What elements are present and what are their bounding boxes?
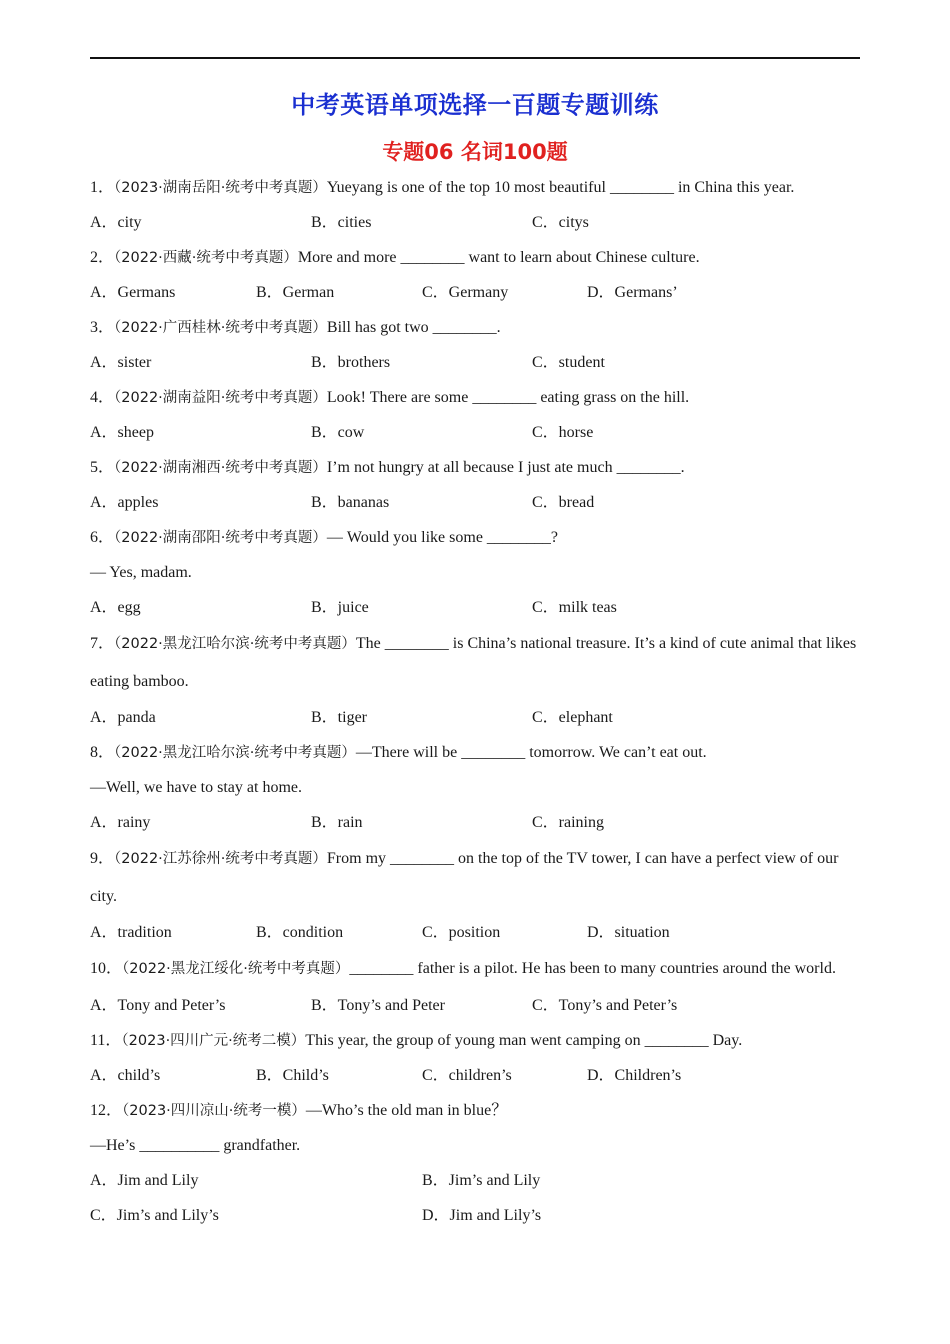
option-c[interactable]: C．Tony’s and Peter’s [532, 997, 678, 1014]
question-number: 2． [90, 249, 115, 266]
question-text: More and more ________ want to learn about Chinese culture. [297, 249, 700, 266]
question-4 [90, 380, 860, 450]
answer-options [90, 590, 860, 625]
question-text: From my ________ on the top of the TV tower, I can have a perfect view of our city. [90, 850, 839, 905]
answer-options [90, 1058, 860, 1093]
option-b[interactable]: B．tiger [311, 709, 367, 726]
question-list [90, 170, 860, 1233]
answer-options [90, 485, 860, 520]
page-title: 中考英语单项选择一百题专题训练 [291, 91, 659, 119]
question-stem [90, 450, 860, 485]
question-8 [90, 735, 860, 840]
option-c[interactable]: C．milk teas [532, 599, 617, 616]
question-number: 7． [90, 635, 115, 652]
answer-options [90, 805, 860, 840]
option-a[interactable]: A．Jim and Lily [90, 1172, 199, 1189]
question-stem [90, 1093, 860, 1128]
question-text: ________ father is a pilot. He has been to many countries around the world. [349, 960, 836, 977]
option-c[interactable]: C．Germany [422, 284, 509, 301]
question-6 [90, 520, 860, 625]
question-2 [90, 240, 860, 310]
question-stem [90, 950, 860, 988]
option-c[interactable]: C．elephant [532, 709, 613, 726]
option-b[interactable]: B．Tony’s and Peter [311, 997, 445, 1014]
option-b[interactable]: B．Jim’s and Lily [422, 1172, 541, 1189]
question-reply: — Yes, madam. [90, 564, 192, 581]
question-9 [90, 840, 860, 950]
question-source: （2022·湖南湘西·统考中考真题） [114, 460, 327, 476]
option-c[interactable]: C．horse [532, 424, 594, 441]
page-subtitle: 专题06 名词100题 [382, 140, 568, 164]
option-b[interactable]: B．Child’s [256, 1067, 329, 1084]
answer-options [90, 415, 860, 450]
question-number: 8． [90, 744, 115, 761]
question-3 [90, 310, 860, 380]
option-b[interactable]: B．bananas [311, 494, 390, 511]
option-c[interactable]: C．bread [532, 494, 595, 511]
question-source: （2023·四川广元·统考二模） [121, 1033, 306, 1049]
answer-options [90, 1163, 860, 1198]
question-source: （2022·黑龙江绥化·统考中考真题） [122, 961, 350, 977]
question-11 [90, 1023, 860, 1093]
question-stem [90, 170, 860, 205]
question-stem [90, 310, 860, 345]
header-rule [90, 57, 860, 59]
option-a[interactable]: A．apples [90, 494, 159, 511]
question-number: 12． [90, 1102, 123, 1119]
question-source: （2022·黑龙江哈尔滨·统考中考真题） [114, 636, 356, 652]
question-source: （2022·湖南邵阳·统考中考真题） [114, 530, 327, 546]
option-a[interactable]: A．tradition [90, 924, 172, 941]
option-c[interactable]: C．raining [532, 814, 604, 831]
option-c[interactable]: C．citys [532, 214, 589, 231]
option-b[interactable]: B．cow [311, 424, 365, 441]
question-number: 4． [90, 389, 115, 406]
question-stem [90, 240, 860, 275]
question-12 [90, 1093, 860, 1233]
question-stem [90, 520, 860, 555]
option-b[interactable]: B．cities [311, 214, 372, 231]
option-c[interactable]: C．children’s [422, 1067, 512, 1084]
question-text: —Who’s the old man in blue？ [305, 1102, 508, 1119]
question-text: Bill has got two ________. [326, 319, 501, 336]
option-a[interactable]: A．panda [90, 709, 156, 726]
option-b[interactable]: B．condition [256, 924, 344, 941]
option-d[interactable]: D．Germans’ [587, 284, 678, 301]
option-a[interactable]: A．sheep [90, 424, 154, 441]
question-1 [90, 170, 860, 240]
option-c[interactable]: C．student [532, 354, 605, 371]
question-text: Look! There are some ________ eating grass on the hill. [326, 389, 690, 406]
option-d[interactable]: D．situation [587, 924, 670, 941]
option-a[interactable]: A．child’s [90, 1067, 161, 1084]
question-reply: —Well, we have to stay at home. [90, 779, 302, 796]
question-text: —There will be ________ tomorrow. We can’t eat out. [355, 744, 707, 761]
option-a[interactable]: A．sister [90, 354, 152, 371]
option-b[interactable]: B．rain [311, 814, 363, 831]
question-stem [90, 840, 860, 915]
option-a[interactable]: A．city [90, 214, 142, 231]
answer-options [90, 205, 860, 240]
question-text: The ________ is China’s national treasure. It’s a kind of cute animal that likes eating bamboo. [90, 635, 857, 690]
question-text: This year, the group of young man went camping on ________ Day. [305, 1032, 743, 1049]
question-stem [90, 380, 860, 415]
option-c[interactable]: C．position [422, 924, 501, 941]
question-source: （2022·西藏·统考中考真题） [114, 250, 298, 266]
question-source: （2023·四川凉山·统考一模） [122, 1103, 306, 1119]
option-b[interactable]: B．juice [311, 599, 369, 616]
question-source: （2023·湖南岳阳·统考中考真题） [114, 180, 327, 196]
option-a[interactable]: A．egg [90, 599, 141, 616]
question-number: 9． [90, 850, 115, 867]
answer-options [90, 345, 860, 380]
question-5 [90, 450, 860, 520]
question-text: — Would you like some ________? [326, 529, 559, 546]
question-stem [90, 735, 860, 770]
question-source: （2022·广西桂林·统考中考真题） [114, 320, 327, 336]
question-text: I’m not hungry at all because I just ate much ________. [326, 459, 685, 476]
question-number: 6． [90, 529, 115, 546]
question-number: 3． [90, 319, 115, 336]
question-text: Yueyang is one of the top 10 most beautiful ________ in China this year. [326, 179, 795, 196]
question-stem [90, 625, 860, 700]
option-a[interactable]: A．rainy [90, 814, 151, 831]
option-b[interactable]: B．brothers [311, 354, 391, 371]
question-7 [90, 625, 860, 735]
question-stem [90, 1023, 860, 1058]
question-source: （2022·江苏徐州·统考中考真题） [114, 851, 327, 867]
answer-options [90, 988, 860, 1023]
question-reply: —He’s __________ grandfather. [90, 1137, 301, 1154]
answer-options [90, 700, 860, 735]
option-d[interactable]: D．Children’s [587, 1067, 682, 1084]
question-source: （2022·湖南益阳·统考中考真题） [114, 390, 327, 406]
option-a[interactable]: A．Germans [90, 284, 176, 301]
option-d[interactable]: D．Jim and Lily’s [422, 1207, 542, 1224]
question-number: 10． [90, 960, 123, 977]
question-number: 11． [90, 1032, 122, 1049]
answer-options [90, 1198, 860, 1233]
question-number: 5． [90, 459, 115, 476]
answer-options [90, 915, 860, 950]
option-a[interactable]: A．Tony and Peter’s [90, 997, 226, 1014]
question-number: 1． [90, 179, 115, 196]
question-10 [90, 950, 860, 1023]
question-source: （2022·黑龙江哈尔滨·统考中考真题） [114, 745, 356, 761]
answer-options [90, 275, 860, 310]
option-c[interactable]: C．Jim’s and Lily’s [90, 1207, 219, 1224]
option-b[interactable]: B．German [256, 284, 335, 301]
